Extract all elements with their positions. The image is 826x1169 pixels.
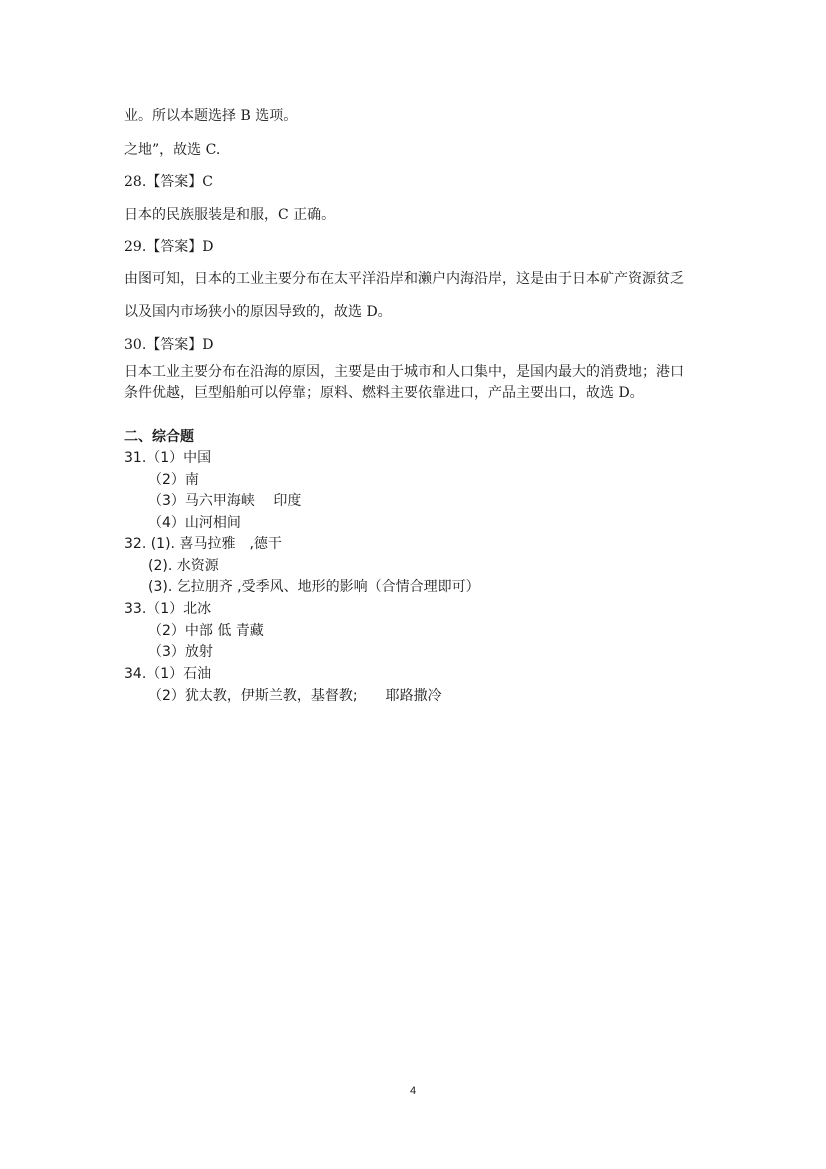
answer-heading-30: 30.【答案】D <box>124 337 214 353</box>
page-number: 4 <box>409 1085 417 1097</box>
answer-heading-29: 29.【答案】D <box>124 239 214 255</box>
answer-34: 34.（1）石油 <box>124 666 212 682</box>
answer-33-2: （2）中部 低 青藏 <box>148 623 264 639</box>
answer-heading-28: 28.【答案】C <box>124 174 213 190</box>
answer-33-3: （3）放射 <box>148 644 213 660</box>
answer-31-2: （2）南 <box>148 472 199 488</box>
text-line: 日本的民族服装是和服，C 正确。 <box>124 207 336 223</box>
answer-34-2: （2）犹太教，伊斯兰教，基督教; 耶路撒冷 <box>148 688 442 704</box>
answer-32-3: (3). 乞拉朋齐 ,受季风、地形的影响（合情合理即可） <box>148 579 480 595</box>
answer-32-2: (2). 水资源 <box>148 558 219 574</box>
text-line: 以及国内市场狭小的原因导致的，故选 D。 <box>124 304 392 320</box>
text-line: 之地”，故选 C. <box>124 142 221 158</box>
answer-32: 32. (1). 喜马拉雅 ,德干 <box>124 536 282 552</box>
text-line: 条件优越，巨型船舶可以停靠；原料、燃料主要依靠进口，产品主要出口，故选 D。 <box>124 385 644 401</box>
text-line: 由图可知，日本的工业主要分布在太平洋沿岸和濑户内海沿岸，这是由于日本矿产资源贫乏 <box>124 271 684 287</box>
answer-31-4: （4）山河相间 <box>148 515 241 531</box>
answer-31: 31.（1）中国 <box>124 450 212 466</box>
section-title: 二、综合题 <box>124 429 194 445</box>
text-line: 业。所以本题选择 B 选项。 <box>124 108 298 124</box>
answer-31-3: （3）马六甲海峡 印度 <box>148 493 302 509</box>
answer-33: 33.（1）北冰 <box>124 601 212 617</box>
text-line: 日本工业主要分布在沿海的原因，主要是由于城市和人口集中，是国内最大的消费地；港口 <box>124 364 684 380</box>
